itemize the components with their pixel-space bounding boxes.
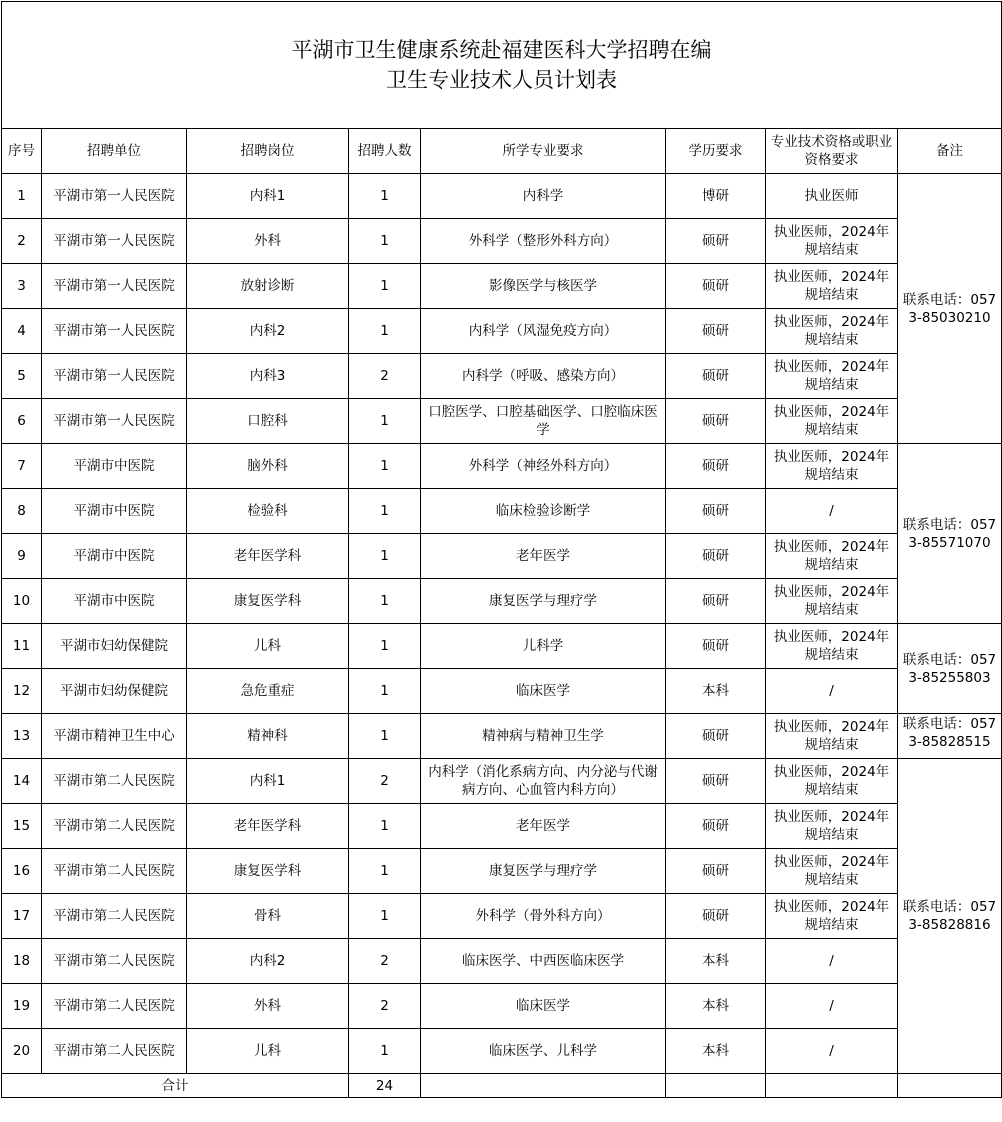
cell-edu: 硕研 [666,399,766,444]
cell-seq: 6 [2,399,42,444]
cell-edu: 硕研 [666,714,766,759]
cell-unit: 平湖市第二人民医院 [42,984,187,1029]
cell-seq: 11 [2,624,42,669]
cell-major: 儿科学 [421,624,666,669]
title-line-2: 卫生专业技术人员计划表 [386,68,617,92]
cell-remark [898,444,1002,624]
cell-post: 骨科 [187,894,349,939]
cell-major: 口腔医学、口腔基础医学、口腔临床医学 [421,399,666,444]
table-row [2,624,1002,669]
cell-seq: 7 [2,444,42,489]
cell-post: 老年医学科 [187,534,349,579]
cell-edu: 博研 [666,174,766,219]
title-row [2,2,1002,129]
cell-edu: 本科 [666,1029,766,1074]
cell-post: 儿科 [187,1029,349,1074]
cell-major: 内科学（消化系病方向、内分泌与代谢病方向、心血管内科方向） [421,759,666,804]
cell-seq: 1 [2,174,42,219]
cell-remark [898,714,1002,759]
total-count: 24 [349,1074,421,1098]
cell-major: 精神病与精神卫生学 [421,714,666,759]
table-row [2,489,1002,534]
table-row [2,444,1002,489]
cell-unit: 平湖市妇幼保健院 [42,624,187,669]
cell-remark [898,759,1002,1074]
cell-unit: 平湖市第二人民医院 [42,1029,187,1074]
total-empty-cell [898,1074,1002,1098]
cell-post: 老年医学科 [187,804,349,849]
cell-post: 脑外科 [187,444,349,489]
header-row [2,129,1002,174]
table-row [2,939,1002,984]
cell-qual: / [766,489,898,534]
cell-unit: 平湖市妇幼保健院 [42,669,187,714]
cell-count: 1 [349,804,421,849]
total-empty-cell [421,1074,666,1098]
table-row [2,759,1002,804]
cell-count: 2 [349,354,421,399]
cell-edu: 硕研 [666,219,766,264]
cell-edu: 硕研 [666,489,766,534]
cell-major: 外科学（整形外科方向） [421,219,666,264]
cell-unit: 平湖市第一人民医院 [42,399,187,444]
total-label: 合计 [2,1074,349,1098]
cell-unit: 平湖市第一人民医院 [42,219,187,264]
cell-edu: 硕研 [666,444,766,489]
recruitment-table [1,1,1002,1098]
cell-unit: 平湖市第二人民医院 [42,894,187,939]
cell-qual: / [766,669,898,714]
cell-qual: 执业医师，2024年规培结束 [766,804,898,849]
remark-text: 联系电话：0573-85255803 [902,651,997,686]
cell-major: 康复医学与理疗学 [421,849,666,894]
cell-major: 临床医学、中西医临床医学 [421,939,666,984]
cell-major: 内科学（呼吸、感染方向） [421,354,666,399]
remark-text: 联系电话：0573-85828515 [902,716,997,750]
cell-remark [898,624,1002,714]
table-row [2,804,1002,849]
cell-count: 2 [349,939,421,984]
cell-post: 外科 [187,219,349,264]
cell-seq: 4 [2,309,42,354]
cell-edu: 硕研 [666,264,766,309]
header-post: 招聘岗位 [187,129,349,174]
total-empty-cell [766,1074,898,1098]
cell-unit: 平湖市中医院 [42,579,187,624]
cell-seq: 5 [2,354,42,399]
cell-qual: 执业医师，2024年规培结束 [766,354,898,399]
table-row [2,1029,1002,1074]
cell-unit: 平湖市中医院 [42,444,187,489]
cell-unit: 平湖市第一人民医院 [42,174,187,219]
cell-major: 康复医学与理疗学 [421,579,666,624]
cell-seq: 8 [2,489,42,534]
cell-edu: 硕研 [666,354,766,399]
table-row [2,219,1002,264]
cell-qual: / [766,984,898,1029]
cell-post: 内科2 [187,939,349,984]
header-major: 所学专业要求 [421,129,666,174]
cell-edu: 硕研 [666,624,766,669]
header-seq: 序号 [2,129,42,174]
remark-text: 联系电话：0573-85571070 [902,516,997,551]
cell-seq: 17 [2,894,42,939]
cell-count: 2 [349,984,421,1029]
cell-major: 内科学 [421,174,666,219]
cell-edu: 本科 [666,939,766,984]
cell-major: 影像医学与核医学 [421,264,666,309]
cell-edu: 硕研 [666,759,766,804]
cell-seq: 18 [2,939,42,984]
cell-unit: 平湖市第二人民医院 [42,849,187,894]
cell-post: 内科1 [187,174,349,219]
table-row [2,174,1002,219]
cell-major: 外科学（神经外科方向） [421,444,666,489]
cell-seq: 3 [2,264,42,309]
cell-post: 康复医学科 [187,849,349,894]
cell-post: 急危重症 [187,669,349,714]
cell-major: 外科学（骨外科方向） [421,894,666,939]
cell-post: 内科1 [187,759,349,804]
cell-unit: 平湖市精神卫生中心 [42,714,187,759]
cell-seq: 12 [2,669,42,714]
cell-unit: 平湖市第二人民医院 [42,804,187,849]
cell-qual: 执业医师，2024年规培结束 [766,624,898,669]
cell-qual: 执业医师，2024年规培结束 [766,264,898,309]
cell-qual: 执业医师 [766,174,898,219]
cell-count: 1 [349,264,421,309]
table-row [2,534,1002,579]
table-row [2,849,1002,894]
cell-count: 2 [349,759,421,804]
header-edu: 学历要求 [666,129,766,174]
cell-edu: 本科 [666,984,766,1029]
cell-count: 1 [349,309,421,354]
header-remark: 备注 [898,129,1002,174]
cell-unit: 平湖市第二人民医院 [42,939,187,984]
cell-edu: 硕研 [666,849,766,894]
page-title [2,2,1002,129]
cell-seq: 9 [2,534,42,579]
cell-post: 康复医学科 [187,579,349,624]
header-qual: 专业技术资格或职业资格要求 [766,129,898,174]
cell-count: 1 [349,624,421,669]
cell-edu: 硕研 [666,579,766,624]
cell-qual: 执业医师，2024年规培结束 [766,309,898,354]
cell-unit: 平湖市中医院 [42,534,187,579]
cell-qual: 执业医师，2024年规培结束 [766,849,898,894]
cell-qual: 执业医师，2024年规培结束 [766,759,898,804]
cell-unit: 平湖市中医院 [42,489,187,534]
cell-count: 1 [349,849,421,894]
table-row [2,714,1002,759]
table-row [2,579,1002,624]
cell-qual: 执业医师，2024年规培结束 [766,714,898,759]
cell-qual: 执业医师，2024年规培结束 [766,894,898,939]
cell-count: 1 [349,534,421,579]
cell-seq: 13 [2,714,42,759]
cell-major: 临床医学、儿科学 [421,1029,666,1074]
cell-major: 老年医学 [421,804,666,849]
cell-count: 1 [349,714,421,759]
cell-count: 1 [349,174,421,219]
table-row [2,984,1002,1029]
cell-seq: 19 [2,984,42,1029]
cell-qual: 执业医师，2024年规培结束 [766,219,898,264]
cell-unit: 平湖市第二人民医院 [42,759,187,804]
cell-count: 1 [349,1029,421,1074]
cell-major: 临床医学 [421,669,666,714]
total-empty-cell [666,1074,766,1098]
cell-post: 内科3 [187,354,349,399]
table-row [2,309,1002,354]
cell-qual: 执业医师，2024年规培结束 [766,399,898,444]
cell-count: 1 [349,579,421,624]
cell-major: 内科学（风湿免疫方向） [421,309,666,354]
cell-major: 临床医学 [421,984,666,1029]
cell-count: 1 [349,219,421,264]
header-unit: 招聘单位 [42,129,187,174]
table-row [2,669,1002,714]
cell-count: 1 [349,399,421,444]
table-row [2,894,1002,939]
header-count: 招聘人数 [349,129,421,174]
total-row [2,1074,1002,1098]
cell-post: 儿科 [187,624,349,669]
cell-seq: 15 [2,804,42,849]
cell-seq: 16 [2,849,42,894]
remark-text: 联系电话：0573-85828816 [902,899,997,933]
cell-post: 内科2 [187,309,349,354]
cell-unit: 平湖市第一人民医院 [42,354,187,399]
cell-edu: 硕研 [666,534,766,579]
cell-post: 检验科 [187,489,349,534]
remark-text: 联系电话：0573-85030210 [902,291,997,326]
cell-seq: 14 [2,759,42,804]
table-row [2,264,1002,309]
cell-post: 口腔科 [187,399,349,444]
cell-major: 老年医学 [421,534,666,579]
cell-post: 精神科 [187,714,349,759]
cell-qual: 执业医师，2024年规培结束 [766,579,898,624]
cell-edu: 本科 [666,669,766,714]
cell-seq: 2 [2,219,42,264]
cell-unit: 平湖市第一人民医院 [42,264,187,309]
cell-qual: 执业医师，2024年规培结束 [766,444,898,489]
table-row [2,354,1002,399]
cell-qual: / [766,1029,898,1074]
cell-post: 放射诊断 [187,264,349,309]
title-line-1: 平湖市卫生健康系统赴福建医科大学招聘在编 [291,38,712,62]
cell-unit: 平湖市第一人民医院 [42,309,187,354]
cell-edu: 硕研 [666,894,766,939]
cell-count: 1 [349,669,421,714]
cell-remark [898,174,1002,444]
cell-count: 1 [349,894,421,939]
cell-post: 外科 [187,984,349,1029]
cell-major: 临床检验诊断学 [421,489,666,534]
cell-seq: 20 [2,1029,42,1074]
table-row [2,399,1002,444]
cell-count: 1 [349,489,421,534]
cell-qual: / [766,939,898,984]
cell-seq: 10 [2,579,42,624]
cell-count: 1 [349,444,421,489]
cell-edu: 硕研 [666,804,766,849]
cell-edu: 硕研 [666,309,766,354]
cell-qual: 执业医师，2024年规培结束 [766,534,898,579]
